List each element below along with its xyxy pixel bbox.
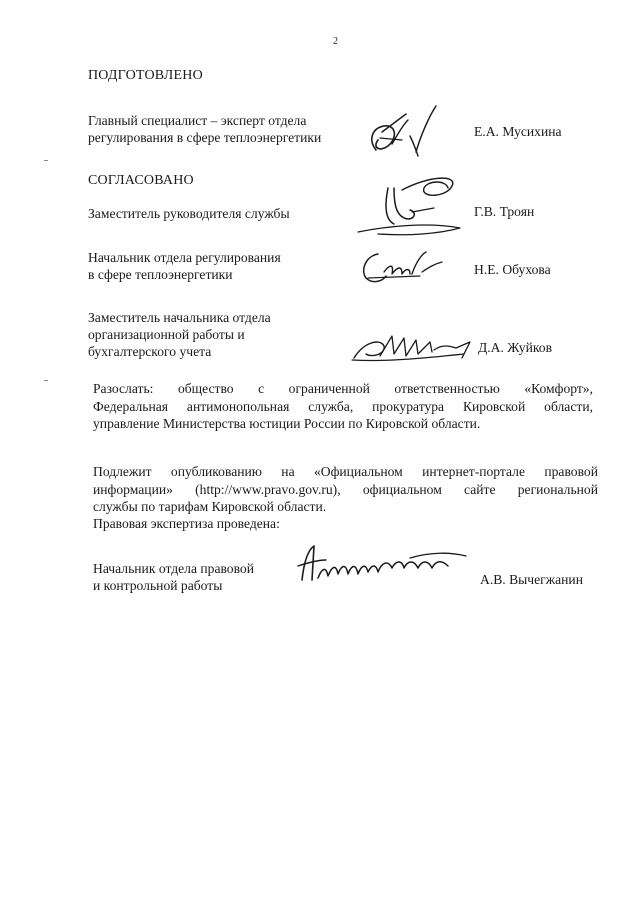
legal-review-note: Правовая экспертиза проведена:	[93, 516, 280, 531]
publication-line2: информации» (http://www.pravo.gov.ru), официальном сайте региональной	[93, 481, 598, 497]
prepared-person-name: Е.А. Мусихина	[474, 124, 562, 139]
signature-vychegzhanin	[290, 540, 470, 592]
signer-3-position-line2: организационной работы и	[88, 327, 245, 342]
signer-3-position-line3: бухгалтерского учета	[88, 344, 212, 359]
margin-mark	[44, 380, 48, 381]
publication-line3: службы по тарифам Кировской области.	[93, 499, 327, 514]
distribution-line3: управление Министерства юстиции России по Кировской области.	[93, 416, 481, 431]
margin-mark	[44, 160, 48, 161]
signature-obukhova	[352, 242, 452, 292]
legal-head-position-line1: Начальник отдела правовой	[93, 561, 255, 576]
legal-head-position-line2: и контрольной работы	[93, 578, 223, 593]
page-number: 2	[333, 36, 338, 47]
signer-2-position-line2: в сфере теплоэнергетики	[88, 267, 233, 282]
agreed-heading: СОГЛАСОВАНО	[88, 173, 194, 188]
distribution-line2: Федеральная антимонопольная служба, прокуратура Кировской области,	[93, 398, 593, 414]
signer-1-position-line1: Заместитель руководителя службы	[88, 206, 290, 221]
prepared-position-line1: Главный специалист – эксперт отдела	[88, 113, 307, 128]
signature-troyan	[348, 168, 468, 243]
prepared-heading: ПОДГОТОВЛЕНО	[88, 68, 203, 83]
prepared-position-line2: регулирования в сфере теплоэнергетики	[88, 130, 322, 145]
distribution-line1: Разослать: общество с ограниченной ответственностью «Комфорт»,	[93, 381, 593, 396]
signer-3-position-line1: Заместитель начальника отдела	[88, 310, 271, 325]
signer-1-name: Г.В. Троян	[474, 204, 535, 219]
signer-2-name: Н.Е. Обухова	[474, 262, 551, 277]
signer-3-name: Д.А. Жуйков	[478, 340, 553, 355]
distribution-paragraph	[93, 380, 593, 433]
signer-2-position-line1: Начальник отдела регулирования	[88, 250, 281, 265]
publication-line1: Подлежит опубликованию на «Официальном интернет-портале правовой	[93, 464, 598, 479]
signature-zhuikov	[346, 328, 476, 368]
publication-paragraph	[93, 463, 598, 516]
legal-head-person-name: А.В. Вычегжанин	[480, 572, 583, 587]
signature-musikhina	[358, 100, 443, 165]
